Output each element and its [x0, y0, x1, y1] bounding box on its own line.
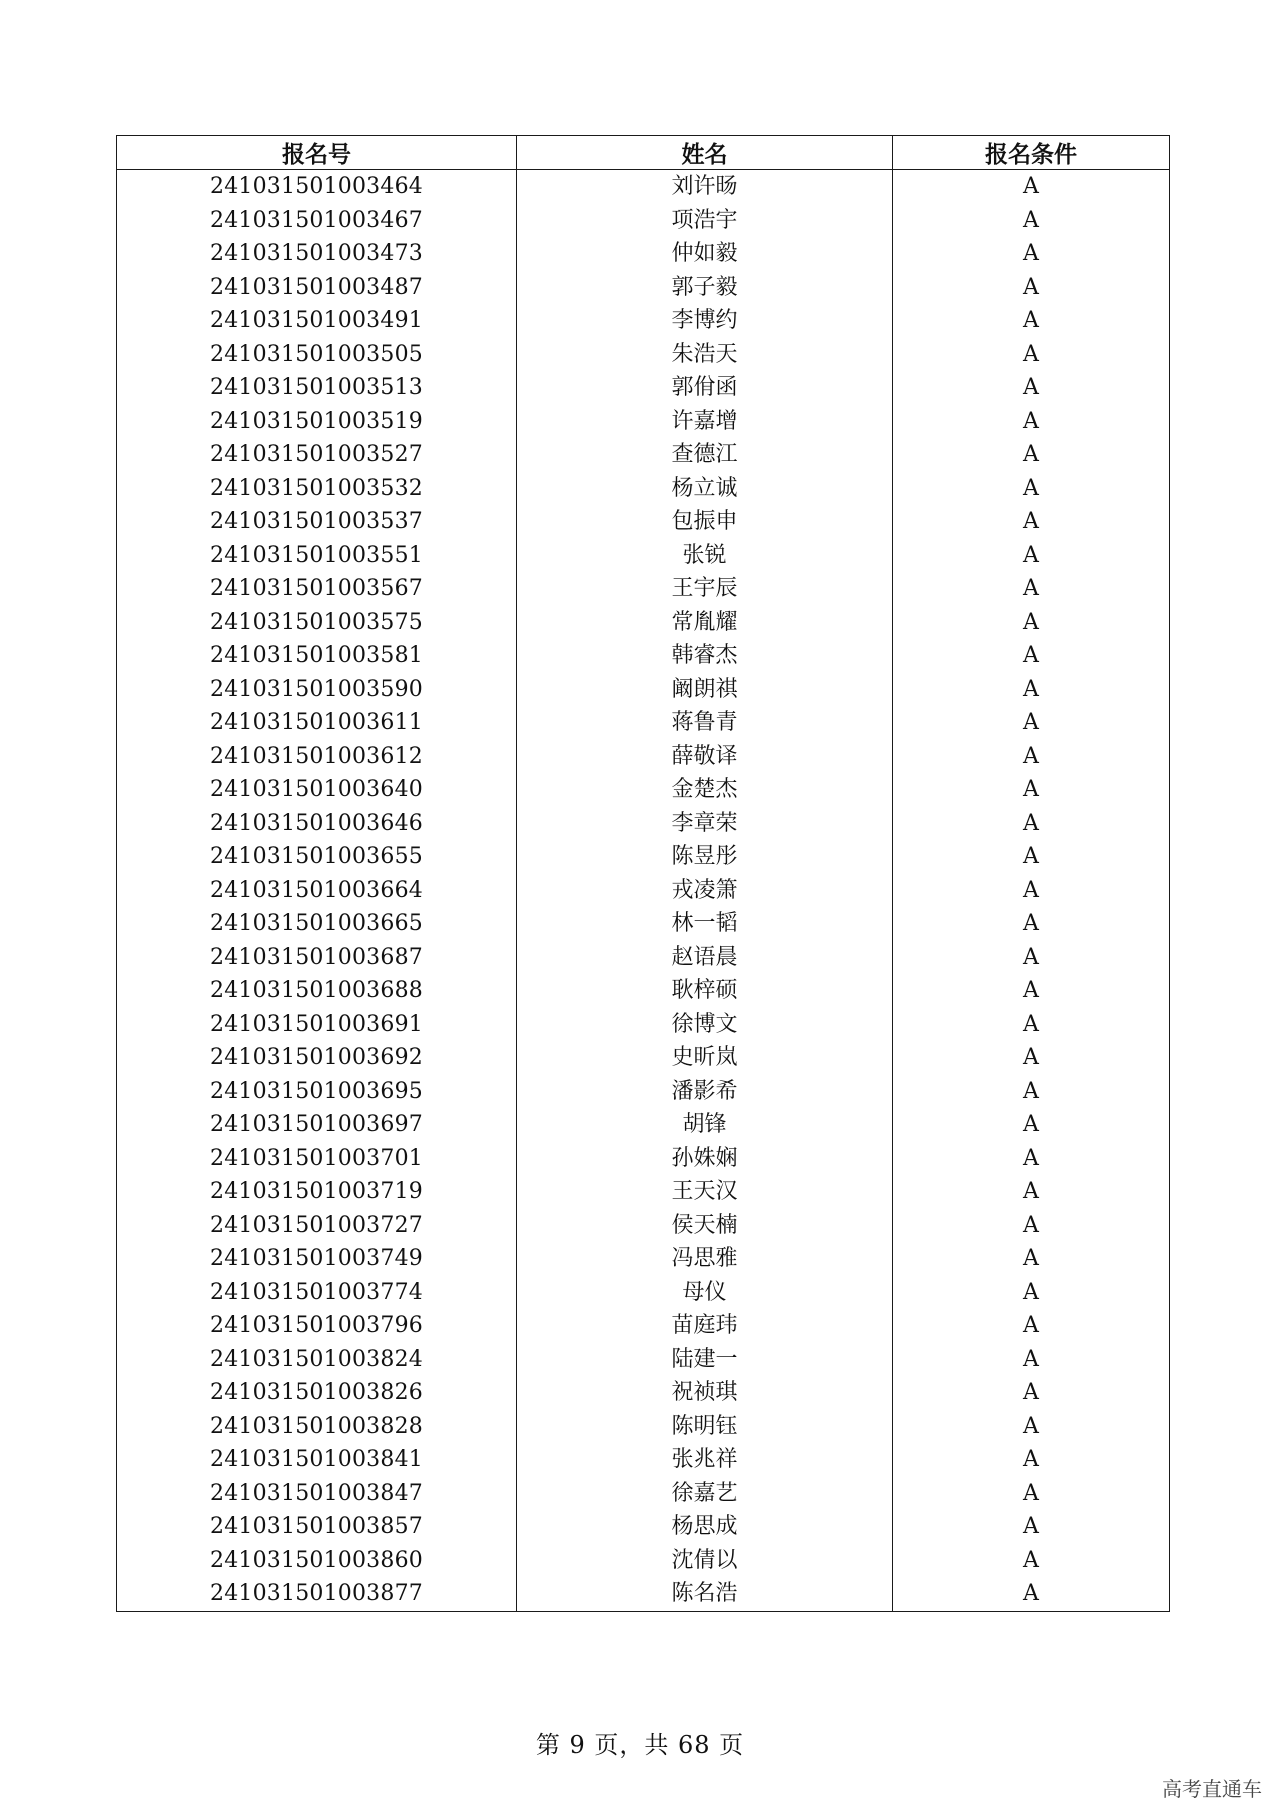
cell-registration-number: 241031501003464 [117, 170, 517, 204]
cell-name: 冯思雅 [517, 1242, 893, 1276]
cell-name: 薛敬译 [517, 740, 893, 774]
table-row [117, 1309, 1170, 1343]
cell-name: 孙姝娴 [517, 1142, 893, 1176]
cell-registration-number: 241031501003687 [117, 941, 517, 975]
cell-registration-condition: A [893, 1376, 1170, 1410]
cell-registration-condition: A [893, 974, 1170, 1008]
table-row [117, 740, 1170, 774]
cell-name: 项浩宇 [517, 204, 893, 238]
cell-name: 母仪 [517, 1276, 893, 1310]
header-name: 姓名 [517, 136, 893, 170]
cell-registration-number: 241031501003646 [117, 807, 517, 841]
cell-registration-number: 241031501003774 [117, 1276, 517, 1310]
cell-name: 耿梓硕 [517, 974, 893, 1008]
cell-registration-condition: A [893, 840, 1170, 874]
cell-name: 金楚杰 [517, 773, 893, 807]
cell-name: 潘影希 [517, 1075, 893, 1109]
cell-registration-condition: A [893, 1041, 1170, 1075]
cell-name: 查德江 [517, 438, 893, 472]
cell-registration-condition: A [893, 572, 1170, 606]
cell-name: 张锐 [517, 539, 893, 573]
cell-registration-number: 241031501003841 [117, 1443, 517, 1477]
table-row [117, 170, 1170, 204]
cell-registration-condition: A [893, 1209, 1170, 1243]
cell-name: 朱浩天 [517, 338, 893, 372]
cell-name: 李博约 [517, 304, 893, 338]
cell-registration-number: 241031501003877 [117, 1577, 517, 1611]
table-row [117, 371, 1170, 405]
cell-registration-condition: A [893, 1276, 1170, 1310]
table-row [117, 572, 1170, 606]
cell-registration-condition: A [893, 773, 1170, 807]
cell-registration-condition: A [893, 371, 1170, 405]
cell-name: 祝祯琪 [517, 1376, 893, 1410]
cell-registration-number: 241031501003575 [117, 606, 517, 640]
cell-registration-condition: A [893, 874, 1170, 908]
cell-name: 韩睿杰 [517, 639, 893, 673]
cell-name: 史昕岚 [517, 1041, 893, 1075]
cell-registration-number: 241031501003590 [117, 673, 517, 707]
table-row [117, 606, 1170, 640]
cell-name: 苗庭玮 [517, 1309, 893, 1343]
cell-registration-number: 241031501003581 [117, 639, 517, 673]
cell-registration-number: 241031501003640 [117, 773, 517, 807]
cell-name: 林一韬 [517, 907, 893, 941]
table-row [117, 1376, 1170, 1410]
table-row [117, 807, 1170, 841]
cell-registration-condition: A [893, 1309, 1170, 1343]
cell-registration-number: 241031501003691 [117, 1008, 517, 1042]
table-row [117, 1175, 1170, 1209]
cell-registration-number: 241031501003467 [117, 204, 517, 238]
table-row [117, 237, 1170, 271]
table-row [117, 974, 1170, 1008]
page-number: 第 9 页，共 68 页 [535, 1731, 745, 1759]
cell-name: 陈明钰 [517, 1410, 893, 1444]
table-row [117, 1008, 1170, 1042]
cell-name: 李章荣 [517, 807, 893, 841]
cell-registration-number: 241031501003655 [117, 840, 517, 874]
cell-registration-number: 241031501003664 [117, 874, 517, 908]
cell-registration-condition: A [893, 505, 1170, 539]
cell-registration-condition: A [893, 237, 1170, 271]
table-row [117, 907, 1170, 941]
table-row [117, 1410, 1170, 1444]
cell-registration-number: 241031501003487 [117, 271, 517, 305]
cell-registration-number: 241031501003860 [117, 1544, 517, 1578]
cell-registration-condition: A [893, 941, 1170, 975]
cell-registration-condition: A [893, 1477, 1170, 1511]
cell-registration-condition: A [893, 1175, 1170, 1209]
cell-registration-condition: A [893, 539, 1170, 573]
cell-registration-condition: A [893, 1410, 1170, 1444]
table-header [117, 136, 1170, 170]
cell-registration-number: 241031501003505 [117, 338, 517, 372]
cell-registration-number: 241031501003719 [117, 1175, 517, 1209]
cell-registration-number: 241031501003527 [117, 438, 517, 472]
table-row [117, 840, 1170, 874]
cell-name: 沈倩以 [517, 1544, 893, 1578]
cell-name: 赵语晨 [517, 941, 893, 975]
header-registration-condition: 报名条件 [893, 136, 1170, 170]
cell-name: 仲如毅 [517, 237, 893, 271]
table-row [117, 706, 1170, 740]
cell-registration-number: 241031501003532 [117, 472, 517, 506]
cell-registration-number: 241031501003551 [117, 539, 517, 573]
cell-name: 杨思成 [517, 1510, 893, 1544]
cell-registration-condition: A [893, 405, 1170, 439]
cell-name: 常胤耀 [517, 606, 893, 640]
cell-name: 侯天楠 [517, 1209, 893, 1243]
cell-registration-number: 241031501003491 [117, 304, 517, 338]
cell-registration-condition: A [893, 907, 1170, 941]
cell-name: 戎凌箫 [517, 874, 893, 908]
table-row [117, 673, 1170, 707]
cell-registration-condition: A [893, 606, 1170, 640]
cell-registration-number: 241031501003665 [117, 907, 517, 941]
cell-registration-number: 241031501003473 [117, 237, 517, 271]
cell-name: 王宇辰 [517, 572, 893, 606]
cell-registration-condition: A [893, 438, 1170, 472]
cell-name: 刘许旸 [517, 170, 893, 204]
cell-registration-condition: A [893, 1343, 1170, 1377]
table-row [117, 1108, 1170, 1142]
table-row [117, 1477, 1170, 1511]
table-row [117, 1544, 1170, 1578]
cell-registration-condition: A [893, 1242, 1170, 1276]
cell-name: 郭子毅 [517, 271, 893, 305]
cell-registration-condition: A [893, 1577, 1170, 1611]
table-row [117, 438, 1170, 472]
cell-registration-number: 241031501003727 [117, 1209, 517, 1243]
cell-registration-number: 241031501003796 [117, 1309, 517, 1343]
cell-name: 徐嘉艺 [517, 1477, 893, 1511]
cell-registration-number: 241031501003697 [117, 1108, 517, 1142]
table-row [117, 204, 1170, 238]
cell-registration-number: 241031501003513 [117, 371, 517, 405]
cell-registration-condition: A [893, 338, 1170, 372]
cell-name: 陆建一 [517, 1343, 893, 1377]
cell-registration-number: 241031501003519 [117, 405, 517, 439]
cell-registration-condition: A [893, 807, 1170, 841]
table-row [117, 271, 1170, 305]
cell-registration-condition: A [893, 1075, 1170, 1109]
table-row [117, 472, 1170, 506]
cell-registration-number: 241031501003567 [117, 572, 517, 606]
table-row [117, 505, 1170, 539]
table-row [117, 941, 1170, 975]
table-row [117, 338, 1170, 372]
cell-registration-condition: A [893, 1443, 1170, 1477]
header-registration-number: 报名号 [117, 136, 517, 170]
cell-registration-number: 241031501003611 [117, 706, 517, 740]
cell-registration-number: 241031501003695 [117, 1075, 517, 1109]
cell-registration-number: 241031501003692 [117, 1041, 517, 1075]
table-row [117, 874, 1170, 908]
cell-name: 郭佾函 [517, 371, 893, 405]
cell-name: 许嘉增 [517, 405, 893, 439]
table-row [117, 1242, 1170, 1276]
cell-name: 陈昱彤 [517, 840, 893, 874]
cell-name: 王天汉 [517, 1175, 893, 1209]
watermark-text: 高考直通车 [1162, 1777, 1262, 1801]
cell-registration-condition: A [893, 271, 1170, 305]
cell-name: 张兆祥 [517, 1443, 893, 1477]
cell-registration-number: 241031501003612 [117, 740, 517, 774]
table-row [117, 405, 1170, 439]
cell-registration-condition: A [893, 204, 1170, 238]
table-row [117, 1443, 1170, 1477]
cell-registration-number: 241031501003701 [117, 1142, 517, 1176]
table-header-row [117, 136, 1170, 170]
cell-name: 蒋鲁青 [517, 706, 893, 740]
table-row [117, 1276, 1170, 1310]
registration-table [116, 135, 1170, 1612]
table-row [117, 639, 1170, 673]
cell-registration-condition: A [893, 170, 1170, 204]
table-row [117, 304, 1170, 338]
cell-registration-condition: A [893, 740, 1170, 774]
cell-registration-condition: A [893, 1510, 1170, 1544]
cell-name: 阚朗祺 [517, 673, 893, 707]
table-row [117, 1510, 1170, 1544]
table-row [117, 539, 1170, 573]
cell-registration-condition: A [893, 1008, 1170, 1042]
table-body [117, 170, 1170, 1612]
table-row [117, 1075, 1170, 1109]
cell-registration-number: 241031501003826 [117, 1376, 517, 1410]
cell-name: 徐博文 [517, 1008, 893, 1042]
cell-name: 包振申 [517, 505, 893, 539]
table-row [117, 1343, 1170, 1377]
cell-registration-number: 241031501003749 [117, 1242, 517, 1276]
cell-registration-condition: A [893, 1544, 1170, 1578]
cell-registration-condition: A [893, 1142, 1170, 1176]
cell-registration-condition: A [893, 706, 1170, 740]
table-row [117, 1209, 1170, 1243]
cell-registration-number: 241031501003688 [117, 974, 517, 1008]
table-row [117, 1142, 1170, 1176]
table-row [117, 1041, 1170, 1075]
table-row [117, 1577, 1170, 1611]
cell-registration-number: 241031501003824 [117, 1343, 517, 1377]
cell-name: 杨立诚 [517, 472, 893, 506]
cell-registration-condition: A [893, 1108, 1170, 1142]
cell-registration-number: 241031501003828 [117, 1410, 517, 1444]
table-row [117, 773, 1170, 807]
cell-registration-condition: A [893, 673, 1170, 707]
cell-registration-number: 241031501003847 [117, 1477, 517, 1511]
cell-name: 陈名浩 [517, 1577, 893, 1611]
cell-registration-condition: A [893, 639, 1170, 673]
cell-registration-condition: A [893, 304, 1170, 338]
cell-registration-number: 241031501003537 [117, 505, 517, 539]
cell-registration-number: 241031501003857 [117, 1510, 517, 1544]
cell-name: 胡锋 [517, 1108, 893, 1142]
cell-registration-condition: A [893, 472, 1170, 506]
